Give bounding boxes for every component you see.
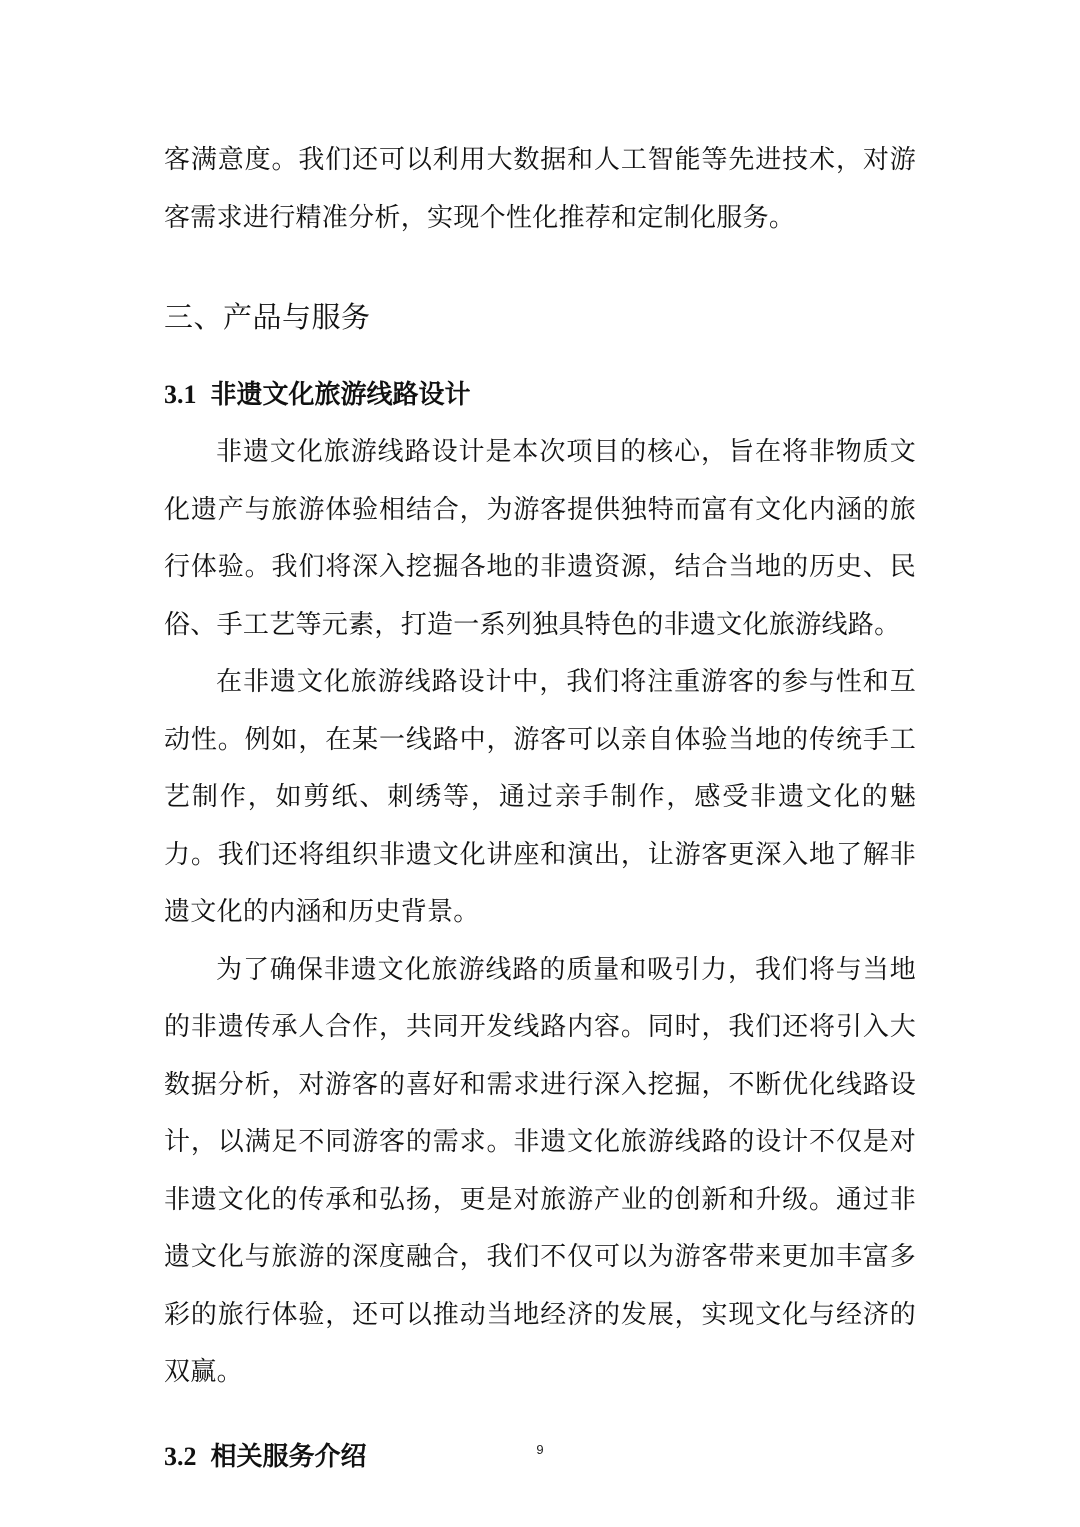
subsection-title: 非遗文化旅游线路设计 xyxy=(210,380,471,410)
subsection-number: 3.1 xyxy=(164,380,197,409)
page-content xyxy=(164,132,916,1482)
subsection-heading-3-1 xyxy=(164,370,916,420)
subsection-number: 3.2 xyxy=(164,1441,197,1471)
section-heading: 三、产品与服务 xyxy=(164,300,371,334)
body-paragraph: 在非遗文化旅游线路设计中，我们将注重游客的参与性和互动性。例如，在某一线路中，游客可以亲自体验当地的传统手工艺制作，如剪纸、刺绣等，通过亲手制作，感受非遗文化的魅力。我们还将组织非遗文化讲座和演出，让游客更深入地了解非遗文化的内涵和历史背景。 xyxy=(164,667,916,927)
subsection-title: 相关服务介绍 xyxy=(210,1441,367,1472)
page-number: 9 xyxy=(536,1442,544,1457)
body-paragraph: 为了确保非遗文化旅游线路的质量和吸引力，我们将与当地的非遗传承人合作，共同开发线路内容。同时，我们还将引入大数据分析，对游客的喜好和需求进行深入挖掘，不断优化线路设计，以满足不同游客的需求。非遗文化旅游线路的设计不仅是对非遗文化的传承和弘扬，更是对旅游产业的创新和升级。通过非遗文化与旅游的深度融合，我们不仅可以为游客带来更加丰富多彩的旅行体验，还可以推动当地经济的发展，实现文化与经济的双赢。 xyxy=(164,954,916,1387)
body-paragraph-continued: 客满意度。我们还可以利用大数据和人工智能等先进技术，对游客需求进行精准分析，实现个性化推荐和定制化服务。 xyxy=(164,145,916,233)
body-paragraph: 非遗文化旅游线路设计是本次项目的核心，旨在将非物质文化遗产与旅游体验相结合，为游客提供独特而富有文化内涵的旅行体验。我们将深入挖掘各地的非遗资源，结合当地的历史、民俗、手工艺等元素，打造一系列独具特色的非遗文化旅游线路。 xyxy=(164,437,916,640)
